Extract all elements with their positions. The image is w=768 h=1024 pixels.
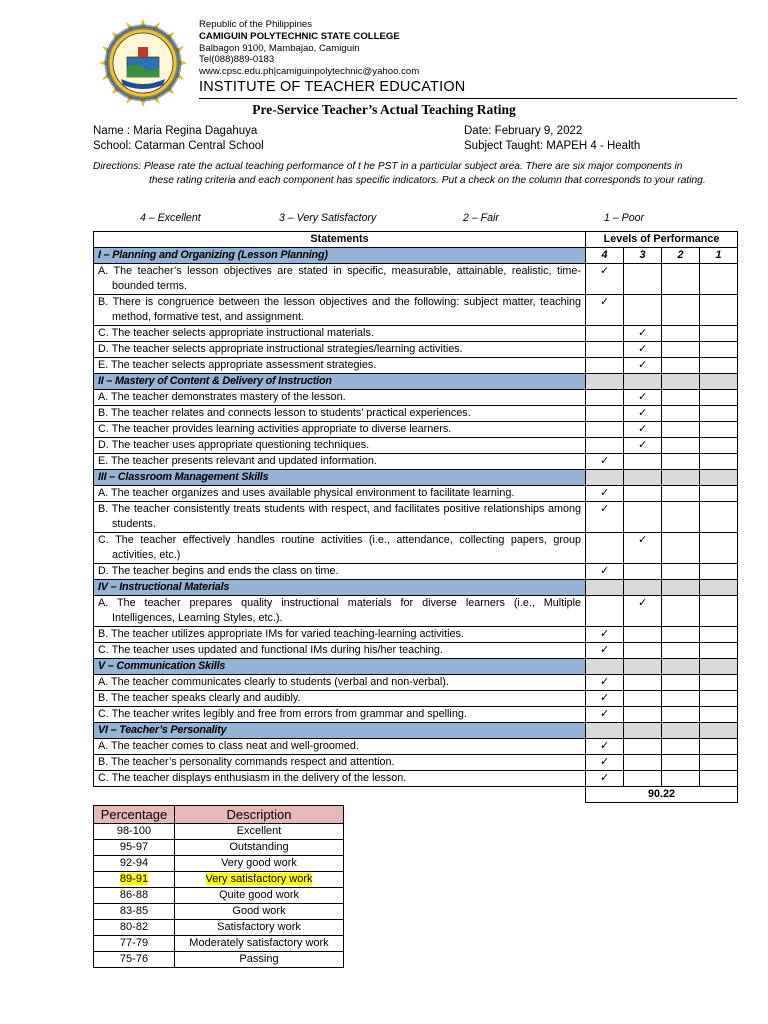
level-3-cell[interactable] xyxy=(624,295,662,326)
level-2-cell[interactable] xyxy=(662,564,700,580)
check-mark-icon: ✓ xyxy=(599,676,610,688)
level-1-cell[interactable] xyxy=(700,454,738,470)
score-row xyxy=(94,952,344,968)
level-cell xyxy=(700,580,738,596)
statement-text xyxy=(94,295,586,326)
level-1-cell[interactable] xyxy=(700,564,738,580)
level-cell xyxy=(700,659,738,675)
level-3-cell[interactable] xyxy=(624,486,662,502)
statement-row xyxy=(94,755,738,771)
score-range-text: 80-82 xyxy=(119,921,149,933)
scale-fair: 2 – Fair xyxy=(463,212,499,224)
level-4-cell[interactable] xyxy=(586,627,624,643)
level-1-cell[interactable] xyxy=(700,295,738,326)
level-4-cell[interactable] xyxy=(586,326,624,342)
statement-text xyxy=(94,771,586,787)
level-cell xyxy=(586,374,624,390)
document-title: Pre-Service Teacher’s Actual Teaching Rating xyxy=(252,102,516,117)
score-description-text: Outstanding xyxy=(229,841,289,853)
level-cell xyxy=(662,580,700,596)
score-range xyxy=(94,856,175,872)
statement-label: A. The teacher prepares quality instructional materials for diverse learners (i.e., Multiple Intelligences, Learning Styles, etc.). xyxy=(98,597,581,624)
college-website-email: www.cpsc.edu.ph|camiguinpolytechnic@yahoo.com xyxy=(199,66,420,78)
level-2-cell[interactable] xyxy=(662,707,700,723)
total-row xyxy=(94,787,738,803)
statement-text xyxy=(94,596,586,627)
score-description xyxy=(175,824,344,840)
statement-label: C. The teacher displays enthusiasm in the delivery of the lesson. xyxy=(98,772,407,784)
student-name: Name : Maria Regina Dagahuya xyxy=(93,125,258,137)
section-title: V – Communication Skills xyxy=(94,659,586,675)
level-4-cell[interactable] xyxy=(586,390,624,406)
level-2-cell[interactable] xyxy=(662,486,700,502)
level-4-cell[interactable] xyxy=(586,739,624,755)
statement-text xyxy=(94,643,586,659)
level-1-cell[interactable] xyxy=(700,771,738,787)
level-4-cell[interactable] xyxy=(586,675,624,691)
college-telephone: Tel(088)889-0183 xyxy=(199,54,275,66)
score-row xyxy=(94,824,344,840)
level-4-cell[interactable] xyxy=(586,438,624,454)
check-mark-icon: ✓ xyxy=(599,455,610,467)
level-1-cell[interactable] xyxy=(700,739,738,755)
statement-label: C. The teacher writes legibly and free from errors from grammar and spelling. xyxy=(98,708,467,720)
score-description xyxy=(175,904,344,920)
section-title: II – Mastery of Content & Delivery of Instruction xyxy=(94,374,586,390)
statement-label: A. The teacher demonstrates mastery of the lesson. xyxy=(98,391,346,403)
level-cell xyxy=(586,580,624,596)
statement-text xyxy=(94,422,586,438)
level-3-cell[interactable] xyxy=(624,707,662,723)
level-1-cell[interactable] xyxy=(700,691,738,707)
level-cell xyxy=(662,374,700,390)
level-2-cell[interactable] xyxy=(662,422,700,438)
level-1-cell[interactable] xyxy=(700,342,738,358)
level-3-cell[interactable] xyxy=(624,358,662,374)
level-cell xyxy=(700,470,738,486)
score-row xyxy=(94,888,344,904)
statement-label: D. The teacher begins and ends the class on time. xyxy=(98,565,339,577)
rating-date: Date: February 9, 2022 xyxy=(464,125,583,137)
level-4-cell[interactable] xyxy=(586,422,624,438)
level-2-cell[interactable] xyxy=(662,643,700,659)
score-row xyxy=(94,856,344,872)
level-2-cell[interactable] xyxy=(662,390,700,406)
level-4-header: 4 xyxy=(586,248,624,264)
statement-text xyxy=(94,358,586,374)
level-4-cell[interactable] xyxy=(586,771,624,787)
statement-label: A. The teacher’s lesson objectives are stated in specific, measurable, attainable, realistic, time-bounded terms. xyxy=(98,265,581,292)
level-1-cell[interactable] xyxy=(700,390,738,406)
statement-row xyxy=(94,596,738,627)
college-name: CAMIGUIN POLYTECHNIC STATE COLLEGE xyxy=(199,30,400,42)
score-description xyxy=(175,840,344,856)
statement-row xyxy=(94,295,738,326)
level-4-cell[interactable] xyxy=(586,486,624,502)
check-mark-icon: ✓ xyxy=(637,359,648,371)
level-2-cell[interactable] xyxy=(662,342,700,358)
description-header: Description xyxy=(175,806,344,824)
section-row xyxy=(94,723,738,739)
statement-row xyxy=(94,264,738,295)
level-2-cell[interactable] xyxy=(662,755,700,771)
statement-label: B. There is congruence between the lesson objectives and the following: subject matter, teaching method, formative test, and assignment. xyxy=(98,296,581,323)
score-description xyxy=(175,888,344,904)
level-cell xyxy=(624,659,662,675)
level-4-cell[interactable] xyxy=(586,564,624,580)
level-3-header: 3 xyxy=(624,248,662,264)
level-3-cell[interactable] xyxy=(624,342,662,358)
level-2-cell[interactable] xyxy=(662,406,700,422)
check-mark-icon: ✓ xyxy=(637,534,648,546)
statement-row xyxy=(94,502,738,533)
score-range-text: 83-85 xyxy=(119,905,149,917)
score-range xyxy=(94,920,175,936)
level-1-cell[interactable] xyxy=(700,326,738,342)
level-2-cell[interactable] xyxy=(662,454,700,470)
level-3-cell[interactable] xyxy=(624,755,662,771)
score-range xyxy=(94,872,175,888)
score-description-text: Excellent xyxy=(236,825,282,837)
check-mark-icon: ✓ xyxy=(599,487,610,499)
statement-row xyxy=(94,406,738,422)
score-description-text: Satisfactory work xyxy=(217,921,301,933)
level-4-cell[interactable] xyxy=(586,643,624,659)
statements-header: Statements xyxy=(94,232,586,248)
score-description xyxy=(175,872,344,888)
directions-rest: these rating criteria and each component has specific indicators. Put a check on the column that corresponds to your rating. xyxy=(149,175,706,186)
statement-row xyxy=(94,707,738,723)
statement-text xyxy=(94,533,586,564)
check-mark-icon: ✓ xyxy=(599,503,610,515)
statement-text xyxy=(94,438,586,454)
statement-text xyxy=(94,502,586,533)
level-cell xyxy=(662,659,700,675)
statement-label: B. The teacher consistently treats students with respect, and facilitates positive relationships among students. xyxy=(98,503,581,530)
score-description-text: Very good work xyxy=(221,857,297,869)
score-description-table xyxy=(93,805,344,968)
statement-text xyxy=(94,486,586,502)
level-4-cell[interactable] xyxy=(586,454,624,470)
level-cell xyxy=(624,580,662,596)
statement-text xyxy=(94,454,586,470)
statement-text xyxy=(94,326,586,342)
section-row xyxy=(94,248,738,264)
header-divider xyxy=(199,98,737,99)
statement-text xyxy=(94,390,586,406)
statement-text xyxy=(94,564,586,580)
section-title: III – Classroom Management Skills xyxy=(94,470,586,486)
percentage-header: Percentage xyxy=(94,806,175,824)
check-mark-icon: ✓ xyxy=(599,756,610,768)
statement-text xyxy=(94,264,586,295)
level-cell xyxy=(586,659,624,675)
level-3-cell[interactable] xyxy=(624,422,662,438)
level-cell xyxy=(586,723,624,739)
check-mark-icon: ✓ xyxy=(637,407,648,419)
level-1-cell[interactable] xyxy=(700,643,738,659)
level-4-cell[interactable] xyxy=(586,596,624,627)
level-1-cell[interactable] xyxy=(700,422,738,438)
check-mark-icon: ✓ xyxy=(637,391,648,403)
subject-taught: Subject Taught: MAPEH 4 - Health xyxy=(464,140,641,152)
level-1-cell[interactable] xyxy=(700,438,738,454)
level-3-cell[interactable] xyxy=(624,739,662,755)
level-1-cell[interactable] xyxy=(700,675,738,691)
score-range-text: 75-76 xyxy=(119,953,149,965)
level-cell xyxy=(624,470,662,486)
score-description-text: Passing xyxy=(239,953,279,965)
section-row xyxy=(94,580,738,596)
statement-label: B. The teacher relates and connects lesson to students’ practical experiences. xyxy=(98,407,471,419)
check-mark-icon: ✓ xyxy=(637,343,648,355)
check-mark-icon: ✓ xyxy=(599,296,610,308)
level-3-cell[interactable] xyxy=(624,564,662,580)
statement-label: C. The teacher uses updated and functional IMs during his/her teaching. xyxy=(98,644,443,656)
level-4-cell[interactable] xyxy=(586,755,624,771)
check-mark-icon: ✓ xyxy=(599,565,610,577)
statement-label: B. The teacher’s personality commands respect and attention. xyxy=(98,756,395,768)
level-3-cell[interactable] xyxy=(624,596,662,627)
level-3-cell[interactable] xyxy=(624,533,662,564)
statement-row xyxy=(94,691,738,707)
score-range xyxy=(94,888,175,904)
statement-label: C. The teacher provides learning activities appropriate to diverse learners. xyxy=(98,423,452,435)
level-cell xyxy=(586,470,624,486)
score-row xyxy=(94,936,344,952)
check-mark-icon: ✓ xyxy=(599,772,610,784)
score-range-text: 86-88 xyxy=(119,889,149,901)
score-description xyxy=(175,920,344,936)
level-cell xyxy=(700,723,738,739)
statement-row xyxy=(94,675,738,691)
statement-label: E. The teacher selects appropriate assessment strategies. xyxy=(98,359,377,371)
level-1-cell[interactable] xyxy=(700,533,738,564)
level-4-cell[interactable] xyxy=(586,264,624,295)
level-1-cell[interactable] xyxy=(700,486,738,502)
scale-excellent: 4 – Excellent xyxy=(140,212,201,224)
statement-text xyxy=(94,691,586,707)
score-range xyxy=(94,936,175,952)
score-range-text: 98-100 xyxy=(116,825,152,837)
score-range xyxy=(94,952,175,968)
school-name: School: Catarman Central School xyxy=(93,140,264,152)
level-2-cell[interactable] xyxy=(662,739,700,755)
statement-row xyxy=(94,454,738,470)
score-description xyxy=(175,856,344,872)
score-row xyxy=(94,920,344,936)
statement-label: D. The teacher uses appropriate questioning techniques. xyxy=(98,439,370,451)
score-range-text: 77-79 xyxy=(119,937,149,949)
section-row xyxy=(94,470,738,486)
statement-label: E. The teacher presents relevant and updated information. xyxy=(98,455,377,467)
level-1-cell[interactable] xyxy=(700,707,738,723)
scale-very-satisfactory: 3 – Very Satisfactory xyxy=(279,212,377,224)
score-range xyxy=(94,904,175,920)
level-3-cell[interactable] xyxy=(624,264,662,295)
statement-row xyxy=(94,533,738,564)
score-range-text: 95-97 xyxy=(119,841,149,853)
level-2-cell[interactable] xyxy=(662,627,700,643)
statement-label: C. The teacher selects appropriate instructional materials. xyxy=(98,327,374,339)
check-mark-icon: ✓ xyxy=(599,692,610,704)
level-2-cell[interactable] xyxy=(662,691,700,707)
total-spacer xyxy=(94,787,586,803)
level-2-cell[interactable] xyxy=(662,502,700,533)
check-mark-icon: ✓ xyxy=(599,265,610,277)
statement-row xyxy=(94,486,738,502)
letterhead xyxy=(199,19,419,78)
level-2-cell[interactable] xyxy=(662,675,700,691)
statement-text xyxy=(94,755,586,771)
level-1-cell[interactable] xyxy=(700,406,738,422)
statement-row xyxy=(94,326,738,342)
statement-row xyxy=(94,739,738,755)
statement-row xyxy=(94,342,738,358)
level-1-cell[interactable] xyxy=(700,264,738,295)
statement-text xyxy=(94,342,586,358)
level-3-cell[interactable] xyxy=(624,643,662,659)
level-3-cell[interactable] xyxy=(624,675,662,691)
rating-table xyxy=(93,231,738,803)
level-4-cell[interactable] xyxy=(586,707,624,723)
level-2-cell[interactable] xyxy=(662,264,700,295)
score-range-text: 89-91 xyxy=(119,873,149,885)
section-row xyxy=(94,659,738,675)
directions-line1: Directions: Please rate the actual teaching performance of t he PST in a particular subject area. There are six major components in xyxy=(93,161,683,172)
statement-text xyxy=(94,406,586,422)
check-mark-icon: ✓ xyxy=(599,740,610,752)
level-3-cell[interactable] xyxy=(624,390,662,406)
statement-label: C. The teacher effectively handles routine activities (i.e., attendance, collecting papers, group activities, etc.) xyxy=(98,534,581,561)
score-range-text: 92-94 xyxy=(119,857,149,869)
score-range xyxy=(94,840,175,856)
level-3-cell[interactable] xyxy=(624,771,662,787)
level-4-cell[interactable] xyxy=(586,358,624,374)
statement-label: A. The teacher comes to class neat and well-groomed. xyxy=(98,740,359,752)
college-address: Balbagon 9100, Mambajao, Camiguin xyxy=(199,42,360,54)
statement-row xyxy=(94,390,738,406)
score-description xyxy=(175,952,344,968)
level-3-cell[interactable] xyxy=(624,326,662,342)
level-3-cell[interactable] xyxy=(624,454,662,470)
level-4-cell[interactable] xyxy=(586,502,624,533)
check-mark-icon: ✓ xyxy=(637,423,648,435)
level-4-cell[interactable] xyxy=(586,691,624,707)
section-title: I – Planning and Organizing (Lesson Planning) xyxy=(94,248,586,264)
statement-row xyxy=(94,627,738,643)
statement-row xyxy=(94,643,738,659)
statement-text xyxy=(94,707,586,723)
score-description-text: Moderately satisfactory work xyxy=(189,937,329,949)
check-mark-icon: ✓ xyxy=(637,597,648,609)
scale-poor: 1 – Poor xyxy=(604,212,645,224)
statement-row xyxy=(94,358,738,374)
levels-header: Levels of Performance xyxy=(586,232,738,248)
level-4-cell[interactable] xyxy=(586,342,624,358)
level-2-cell[interactable] xyxy=(662,771,700,787)
score-description-text: Very satisfactory work xyxy=(205,873,313,885)
level-cell xyxy=(662,723,700,739)
college-seal-logo xyxy=(98,18,188,108)
level-4-cell[interactable] xyxy=(586,295,624,326)
level-2-header: 2 xyxy=(662,248,700,264)
level-2-cell[interactable] xyxy=(662,295,700,326)
check-mark-icon: ✓ xyxy=(637,439,648,451)
level-3-cell[interactable] xyxy=(624,691,662,707)
level-2-cell[interactable] xyxy=(662,438,700,454)
level-4-cell[interactable] xyxy=(586,533,624,564)
statement-text xyxy=(94,675,586,691)
section-row xyxy=(94,374,738,390)
statement-label: B. The teacher utilizes appropriate IMs for varied teaching-learning activities. xyxy=(98,628,464,640)
section-title: IV – Instructional Materials xyxy=(94,580,586,596)
check-mark-icon: ✓ xyxy=(637,327,648,339)
institute-name: INSTITUTE OF TEACHER EDUCATION xyxy=(199,79,466,95)
level-2-cell[interactable] xyxy=(662,326,700,342)
republic-line: Republic of the Philippines xyxy=(199,19,313,30)
check-mark-icon: ✓ xyxy=(599,628,610,640)
level-3-cell[interactable] xyxy=(624,438,662,454)
statement-label: B. The teacher speaks clearly and audibly. xyxy=(98,692,301,704)
level-3-cell[interactable] xyxy=(624,627,662,643)
level-2-cell[interactable] xyxy=(662,596,700,627)
directions xyxy=(93,160,725,188)
level-1-cell[interactable] xyxy=(700,502,738,533)
level-4-cell[interactable] xyxy=(586,406,624,422)
level-2-cell[interactable] xyxy=(662,358,700,374)
statement-row xyxy=(94,438,738,454)
statement-label: D. The teacher selects appropriate instructional strategies/learning activities. xyxy=(98,343,463,355)
score-description-text: Quite good work xyxy=(218,889,300,901)
statement-label: A. The teacher organizes and uses available physical environment to facilitate learning. xyxy=(98,487,515,499)
level-3-cell[interactable] xyxy=(624,406,662,422)
statement-text xyxy=(94,739,586,755)
score-row xyxy=(94,872,344,888)
score-row xyxy=(94,840,344,856)
level-1-header: 1 xyxy=(700,248,738,264)
level-cell xyxy=(662,470,700,486)
level-1-cell[interactable] xyxy=(700,596,738,627)
statement-row xyxy=(94,422,738,438)
level-2-cell[interactable] xyxy=(662,533,700,564)
level-cell xyxy=(700,374,738,390)
check-mark-icon: ✓ xyxy=(599,644,610,656)
statement-row xyxy=(94,564,738,580)
section-title: VI – Teacher’s Personality xyxy=(94,723,586,739)
score-range xyxy=(94,824,175,840)
score-description xyxy=(175,936,344,952)
level-3-cell[interactable] xyxy=(624,502,662,533)
statement-text xyxy=(94,627,586,643)
score-description-text: Good work xyxy=(232,905,286,917)
total-score: 90.22 xyxy=(586,787,738,803)
statement-label: A. The teacher communicates clearly to students (verbal and non-verbal). xyxy=(98,676,449,688)
level-1-cell[interactable] xyxy=(700,627,738,643)
level-cell xyxy=(624,723,662,739)
check-mark-icon: ✓ xyxy=(599,708,610,720)
statement-row xyxy=(94,771,738,787)
level-1-cell[interactable] xyxy=(700,358,738,374)
level-1-cell[interactable] xyxy=(700,755,738,771)
level-cell xyxy=(624,374,662,390)
score-row xyxy=(94,904,344,920)
